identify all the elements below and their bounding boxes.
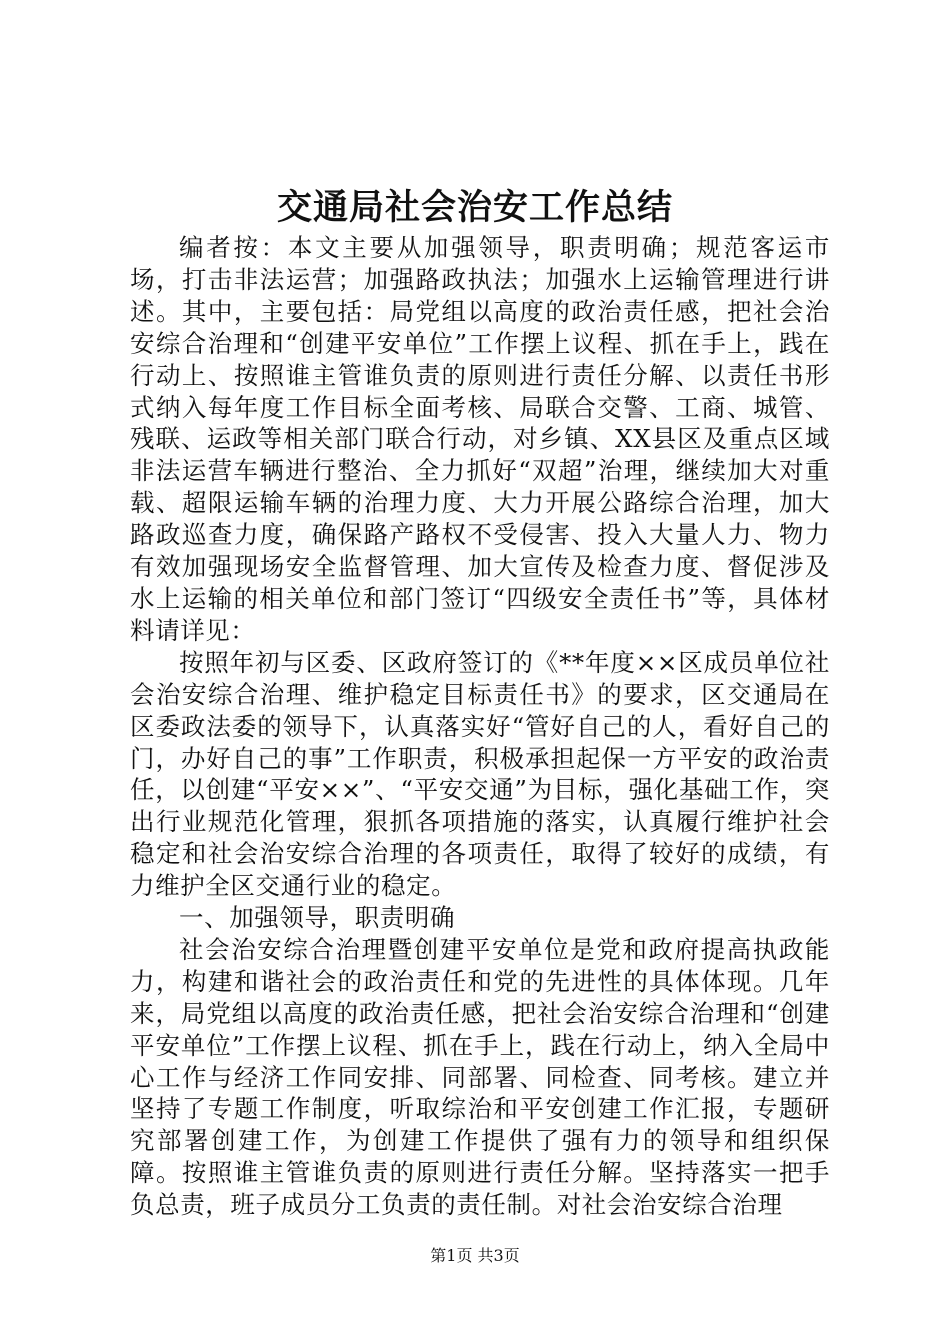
intro-paragraph: 按照年初与区委、区政府签订的《**年度××区成员单位社会治安综合治理、维护稳定目标责任书》的要求，区交通局在区委政法委的领导下，认真落实好“管好自己的人，看好自己的门，办好自己的事”工作职责，积极承担起保一方平安的政治责任，以创建“平安××”、“平安交通”为目标，强化基础工作，突出行业规范化管理，狠抓各项措施的落实，认真履行维护社会稳定和社会治安综合治理的各项责任，取得了较好的成绩，有力维护全区交通行业的稳定。: [130, 647, 830, 901]
document-title: 交通局社会治安工作总结: [276, 187, 673, 228]
document-body: [130, 232, 830, 1221]
editor-note-paragraph: 编者按：本文主要从加强领导，职责明确；规范客运市场，打击非法运营；加强路政执法；加强水上运输管理进行讲述。其中，主要包括：局党组以高度的政治责任感，把社会治安综合治理和“创建平安单位”工作摆上议程、抓在手上，践在行动上、按照谁主管谁负责的原则进行责任分解、以责任书形式纳入每年度工作目标全面考核、局联合交警、工商、城管、残联、运政等相关部门联合行动，对乡镇、XX县区及重点区域非法运营车辆进行整治、全力抓好“双超”治理，继续加大对重载、超限运输车辆的治理力度、大力开展公路综合治理，加大路政巡查力度，确保路产路权不受侵害、投入大量人力、物力有效加强现场安全监督管理、加大宣传及检查力度、督促涉及水上运输的相关单位和部门签订“四级安全责任书”等，具体材料请详见：: [130, 233, 830, 645]
page-number-footer: 第1页 共3页: [430, 1246, 520, 1265]
section-paragraph: 社会治安综合治理暨创建平安单位是党和政府提高执政能力，构建和谐社会的政治责任和党的先进性的具体体现。几年来，局党组以高度的政治责任感，把社会治安综合治理和“创建平安单位”工作摆上议程、抓在手上，践在行动上，纳入全局中心工作与经济工作同安排、同部署、同检查、同考核。建立并坚持了专题工作制度，听取综治和平安创建工作汇报，专题研究部署创建工作，为创建工作提供了强有力的领导和组织保障。按照谁主管谁负责的原则进行责任分解。坚持落实一把手负总责，班子成员分工负责的责任制。对社会治安综合治理: [130, 934, 830, 1220]
section-heading: 一、加强领导，职责明确: [179, 903, 456, 933]
